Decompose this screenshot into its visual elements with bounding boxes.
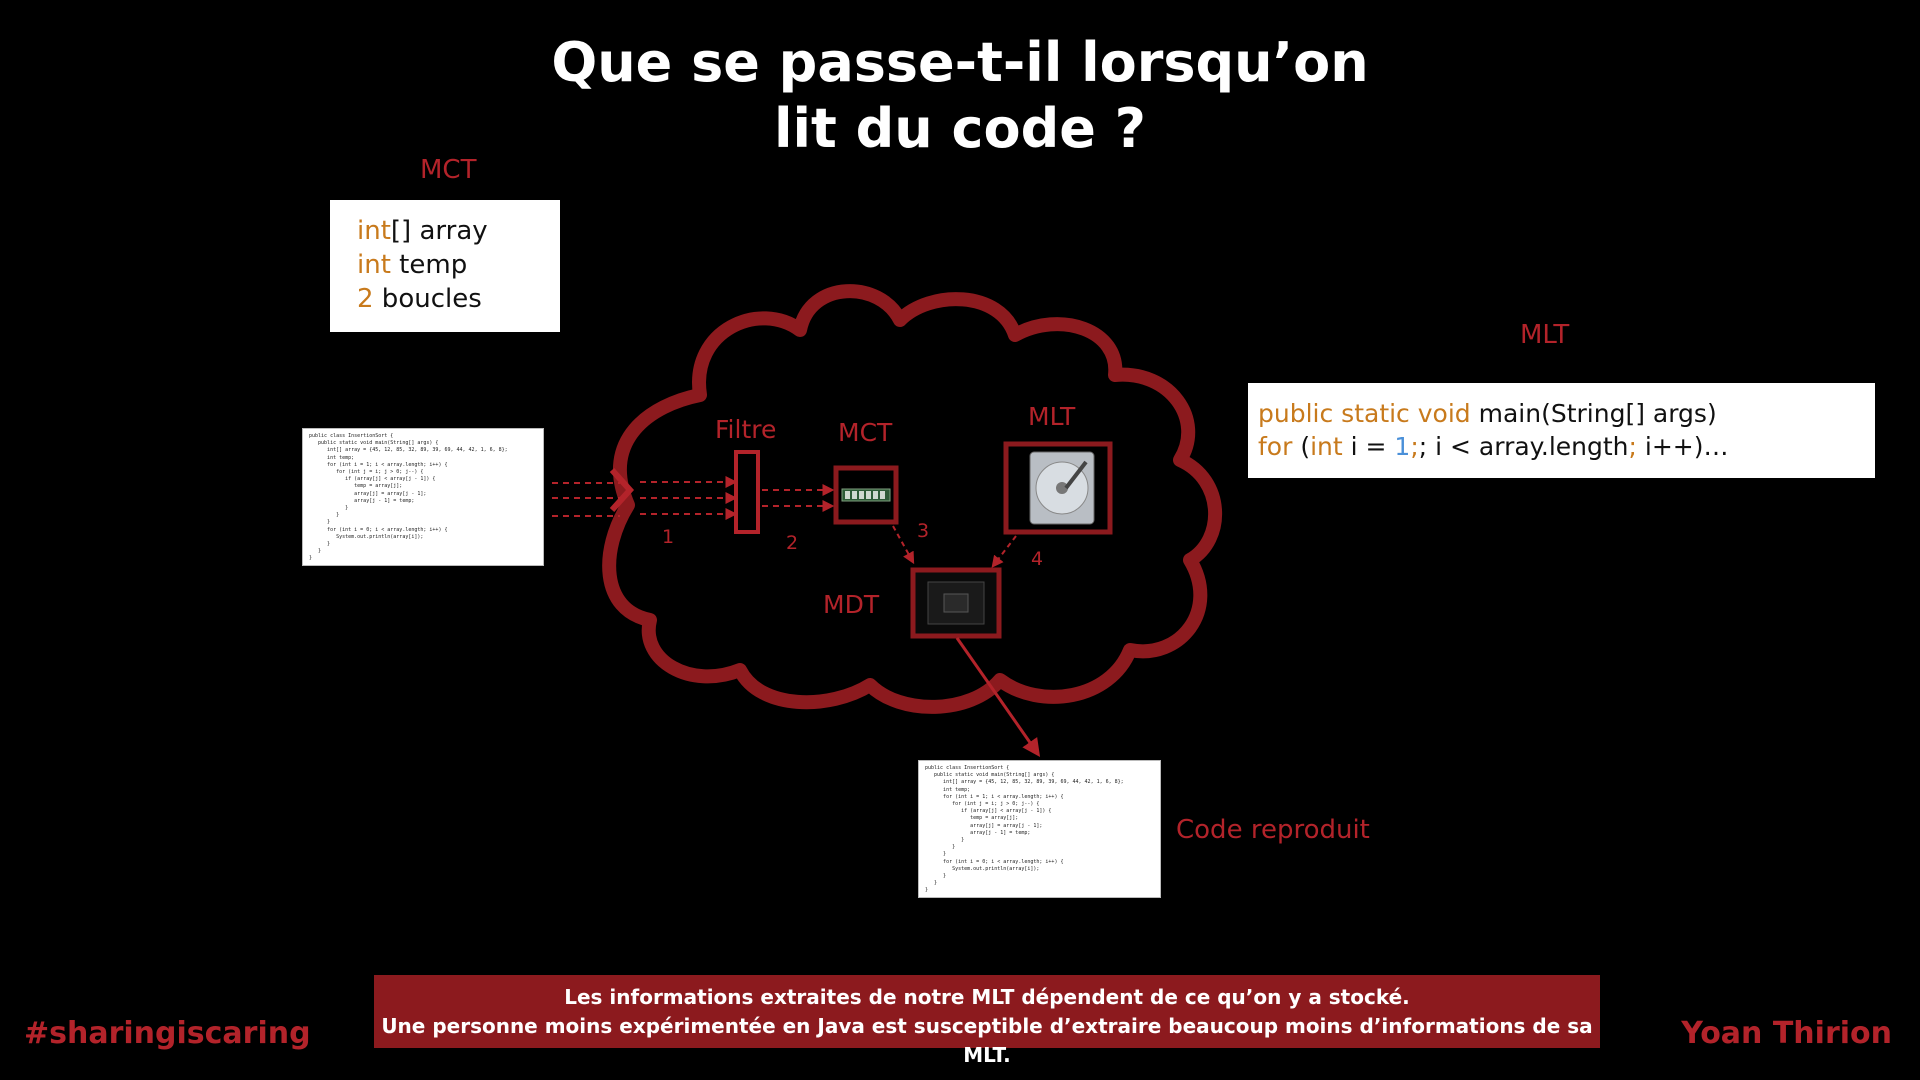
code-line: array[j - 1] = temp;: [925, 829, 1031, 836]
code-line: }: [309, 548, 322, 555]
code-line: temp = array[j];: [309, 483, 403, 490]
code-line: int[] array = {45, 12, 85, 32, 89, 39, 69, 44, 42, 1, 6, 8};: [309, 447, 508, 454]
step-4: 4: [1031, 548, 1044, 570]
title-line-1: Que se passe-t-il lorsqu’on: [551, 31, 1369, 94]
code-line: temp = array[j];: [925, 815, 1019, 822]
code-line: for (int i = 0; i < array.length; i++) {: [925, 858, 1064, 865]
code-line: for (int i = 1; i < array.length; i++) {: [925, 793, 1064, 800]
code-line: for (int j = i; j > 0; j--) {: [925, 801, 1040, 808]
code-line: public class InsertionSort {: [309, 433, 394, 439]
code-line: }: [925, 873, 947, 880]
code-line: public class InsertionSort {: [925, 765, 1010, 771]
mct-line-2: int temp: [357, 250, 468, 280]
banner-line-1: Les informations extraites de notre MLT dépendent de ce qu’on y a stocké.: [564, 985, 1410, 1009]
code-line: }: [309, 519, 331, 526]
cloud-mlt-label: MLT: [1028, 402, 1076, 431]
code-line: }: [309, 541, 331, 548]
code-line: public static void main(String[] args) {: [309, 440, 439, 447]
step-3: 3: [917, 520, 930, 542]
cloud-mct-label: MCT: [838, 418, 893, 447]
code-line: for (int i = 0; i < array.length; i++) {: [309, 526, 448, 533]
code-line: int temp;: [309, 454, 355, 461]
hashtag-footer: #sharingiscaring: [24, 1016, 311, 1051]
mct-line-3: 2 boucles: [357, 284, 482, 314]
code-line: public static void main(String[] args) {: [925, 772, 1055, 779]
code-reproduit-label: Code reproduit: [1176, 815, 1370, 845]
code-line: for (int i = 1; i < array.length; i++) {: [309, 461, 448, 468]
title-line-2: lit du code ?: [773, 97, 1147, 160]
code-line: if (array[j] < array[j - 1]) {: [309, 476, 436, 483]
code-line: }: [309, 512, 340, 519]
code-line: int temp;: [925, 786, 971, 793]
code-line: }: [925, 844, 956, 851]
mlt-line-2: for (int i = 1;; i < array.length; i++)…: [1258, 432, 1729, 461]
code-line: if (array[j] < array[j - 1]) {: [925, 808, 1052, 815]
code-line: }: [925, 837, 965, 844]
author-footer: Yoan Thirion: [1681, 1016, 1892, 1051]
cloud-mdt-label: MDT: [823, 590, 880, 619]
code-line: }: [925, 880, 938, 887]
code-line: }: [309, 555, 313, 562]
mct-line-1: int[] array: [357, 216, 488, 246]
mct-heading: MCT: [420, 155, 477, 185]
banner-line-2: Une personne moins expérimentée en Java est susceptible d’extraire beaucoup moins d’informations de sa MLT.: [381, 1014, 1593, 1067]
conclusion-banner: [374, 975, 1600, 1067]
code-line: for (int j = i; j > 0; j--) {: [309, 469, 424, 476]
code-line: }: [925, 887, 929, 894]
filter-box: [736, 452, 758, 532]
step-2: 2: [786, 532, 799, 554]
code-line: }: [309, 505, 349, 512]
code-line: int[] array = {45, 12, 85, 32, 89, 39, 69, 44, 42, 1, 6, 8};: [925, 779, 1124, 786]
code-line: }: [925, 851, 947, 858]
mlt-heading: MLT: [1520, 320, 1570, 350]
cloud-outline: [609, 291, 1215, 707]
code-line: System.out.println(array[i]);: [309, 533, 424, 540]
code-line: System.out.println(array[i]);: [925, 865, 1040, 872]
code-line: array[j] = array[j - 1];: [925, 822, 1043, 829]
filtre-label: Filtre: [715, 415, 777, 444]
mlt-line-1: public static void main(String[] args): [1258, 399, 1717, 428]
code-line: array[j - 1] = temp;: [309, 497, 415, 504]
step-1: 1: [662, 526, 675, 548]
code-line: array[j] = array[j - 1];: [309, 490, 427, 497]
